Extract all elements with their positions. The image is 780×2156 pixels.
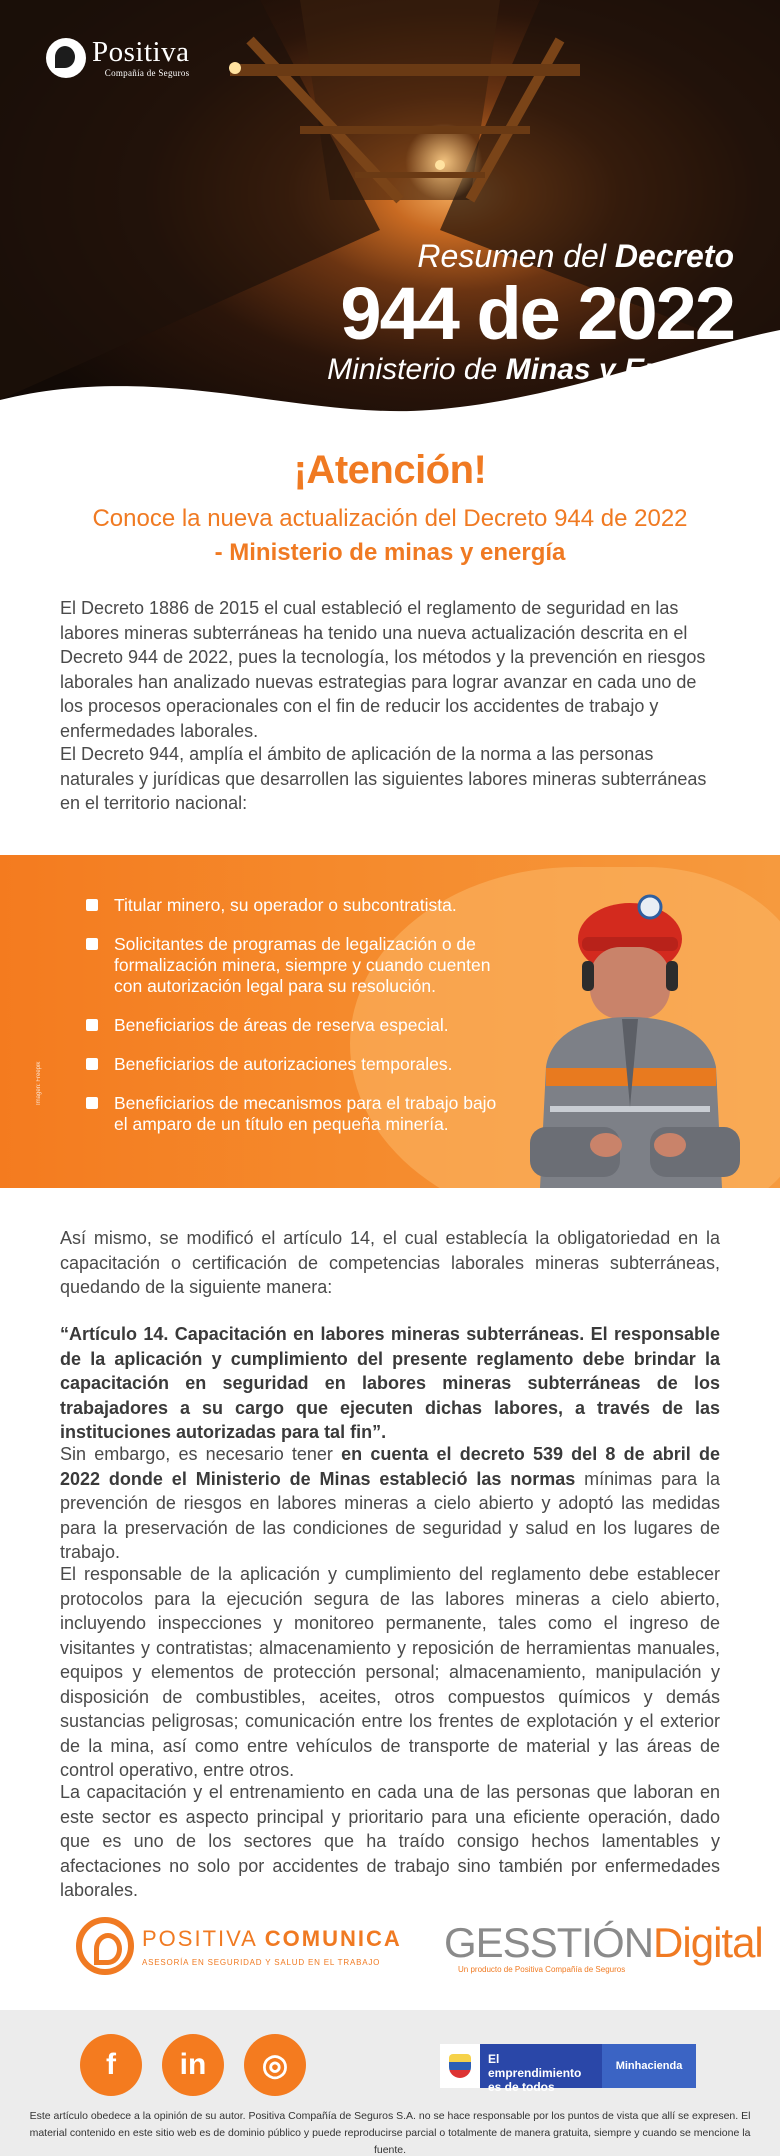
body-paragraph-protocols: El responsable de la aplicación y cumplimiento del reglamento debe establecer protocolos para la ejecución segura de las labores mineras a cielo abierto, incluyendo inspecciones y monitoreo permanente, tales como el ingreso de visitantes y contratistas; almacenamiento y reposición de herramientas manuales, equipos y elementos de protección personal; almacenamiento, manipulación y disposición de combustibles, aceites, otros compuestos químicos y demás sustancias peligrosas; comunicación entre los frentes de explotación y el exterior de la mina, así como entre vehículos de transporte de material y las áreas de control operativo, entre otros. [60, 1564, 720, 1780]
government-badge[interactable] [440, 2044, 696, 2094]
bullet-icon [86, 938, 98, 950]
brand-subtitle: Compañía de Seguros [104, 68, 190, 78]
positiva-comunica-name: POSITIVA COMUNICA [142, 1925, 402, 1951]
hero-decree-title: 944 de 2022 [340, 272, 734, 355]
bullet-icon [86, 1097, 98, 1109]
brand-logos [0, 1895, 780, 2005]
gesstion-digital-tagline: Un producto de Positiva Compañía de Seguros [458, 1965, 626, 1974]
disclaimer-text: Este artículo obedece a la opinión de su autor. Positiva Compañía de Seguros S.A. no se hace responsable por los puntos de vista que allí se expresen. El material contenido en este sitio web es de dominio público y puede reproducirse parcial o totalmente de manera gratuita, siempre y cuando se mencione la fuente. [29, 2110, 751, 2156]
facebook-icon[interactable]: f [80, 2034, 142, 2096]
attention-subtitle: Conoce la nueva actualización del Decreto 944 de 2022 [92, 505, 688, 532]
attention-subtitle-ministry: - Ministerio de minas y energía [214, 539, 566, 566]
positiva-comunica-tagline: ASESORÍA EN SEGURIDAD Y SALUD EN EL TRABAJO [142, 1957, 381, 1967]
body-paragraph-decree-539: Sin embargo, es necesario tener en cuenta el decreto 539 del 8 de abril de 2022 donde el Ministerio de Minas estableció las normas mínimas para la prevención de riesgos en labores mineras a cielo abierto y adoptó las medidas para la preservación de las condiciones de seguridad y salud en los lugares de trabajo. [60, 1444, 721, 1562]
list-item: Beneficiarios de autorizaciones temporales. [86, 1054, 506, 1075]
scope-list [86, 895, 506, 1153]
bullet-icon [86, 899, 98, 911]
positiva-logo-icon [46, 38, 86, 78]
footer [0, 2010, 780, 2156]
positiva-comunica-logo[interactable] [76, 1917, 402, 1975]
positiva-logo[interactable] [46, 38, 189, 78]
list-item: Beneficiarios de áreas de reserva especial. [86, 1015, 506, 1036]
positiva-comunica-icon [76, 1917, 134, 1975]
linkedin-icon[interactable]: in [162, 2034, 224, 2096]
gov-slogan: El emprendimiento es de todos [480, 2044, 602, 2088]
attention-title: ¡Atención! [293, 448, 487, 492]
colombia-shield-icon [440, 2044, 480, 2088]
list-item: Solicitantes de programas de legalización o de formalización minera, siempre y cuando cuenten con autorización legal para su resolución. [86, 934, 506, 997]
hero-title-block [327, 238, 734, 387]
body-paragraph-training: La capacitación y el entrenamiento en cada una de las personas que laboran en este sector es aspecto principal y prioritario para una eficiente operación, dado que es uno de los sectores que ha traído consigo hechos lamentables y afectaciones no solo por accidentes de trabajo sino también por enfermedades laborales. [60, 1782, 720, 1900]
bullet-icon [86, 1058, 98, 1070]
gov-ministry: Minhacienda [602, 2044, 696, 2088]
gesstion-digital-name: GESSTIÓNDigital [444, 1919, 763, 1966]
brand-name: Positiva [92, 36, 190, 68]
list-item: Titular minero, su operador o subcontratista. [86, 895, 506, 916]
instagram-icon[interactable]: ◎ [244, 2034, 306, 2096]
gesstion-digital-logo[interactable] [444, 1919, 763, 1974]
hero-pre-title: Resumen del Decreto [417, 238, 734, 274]
intro-paragraph-1: El Decreto 1886 de 2015 el cual estableció el reglamento de seguridad en las labores mineras subterráneas ha tenido una nueva actualización descrita en el Decreto 944 de 2022, pues la tecnología, los métodos y la prevención en riesgos laborales han analizado nuevas estrategias para lograr avanzar en cada uno de los procesos operacionales con el fin de reducir los accidentes de trabajo y enfermedades laborales. [60, 598, 706, 741]
scope-band [0, 855, 780, 1188]
bullet-icon [86, 1019, 98, 1031]
image-credit: Imagen: Freepik [36, 1061, 42, 1105]
intro-paragraph-2: El Decreto 944, amplía el ámbito de aplicación de la norma a las personas naturales y jurídicas que desarrollen las siguientes labores mineras subterráneas en el territorio nacional: [60, 744, 707, 813]
miner-photo [510, 877, 750, 1188]
social-links [80, 2034, 306, 2096]
list-item: Beneficiarios de mecanismos para el trabajo bajo el amparo de un título en pequeña minería. [86, 1093, 506, 1135]
attention-header [0, 448, 780, 567]
quote-article-14: “Artículo 14. Capacitación en labores mineras subterráneas. El responsable de la aplicación y cumplimiento del presente reglamento debe brindar la capacitación en seguridad en labores mineras subterráneas de los trabajadores a su cargo que ejecuten dichas labores, a través de las instituciones autorizadas para tal fin”. [60, 1324, 720, 1442]
hero-ministry: Ministerio de Minas y Energía [327, 353, 734, 386]
hero-banner [0, 0, 780, 460]
body-paragraph-article-14: Así mismo, se modificó el artículo 14, el cual establecía la obligatoriedad en la capacitación o certificación de competencias laborales mineras subterráneas, quedando de la siguiente manera: [60, 1228, 720, 1297]
